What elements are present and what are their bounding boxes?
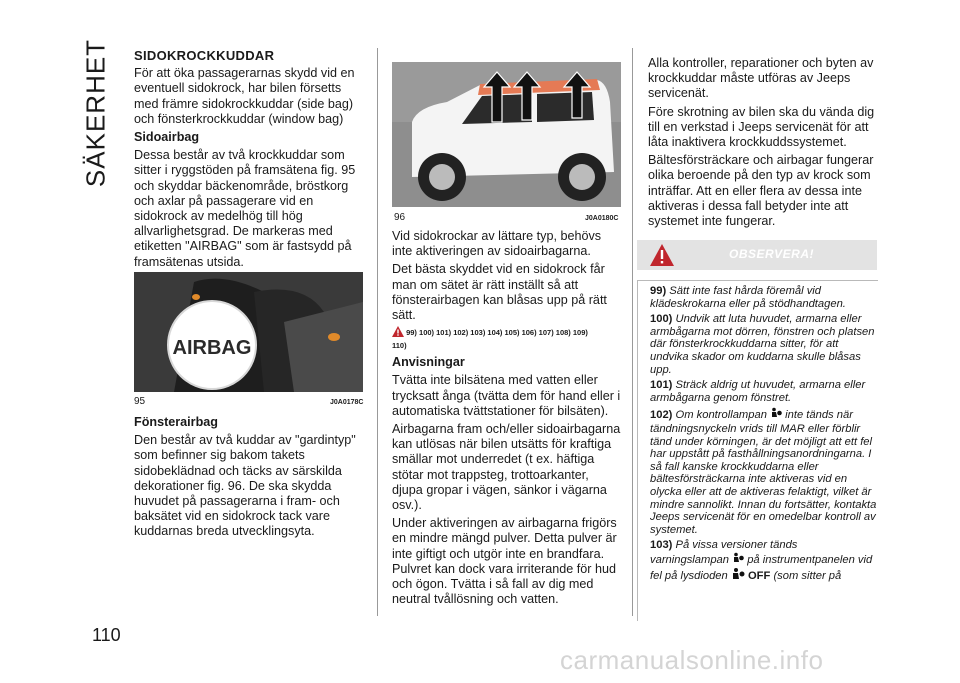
- passenger-airbag-off-icon: [731, 567, 745, 585]
- observe-banner: [637, 240, 877, 270]
- section-title: SÄKERHET: [80, 38, 111, 188]
- figure-96-code: J0A0180C: [585, 215, 619, 222]
- col2-paragraph-3: Tvätta inte bilsätena med vatten eller trycksatt ånga (tvätta dem för hand eller i automatiska tvättstationer för bilsäten).: [392, 373, 621, 418]
- col2-paragraph-1: Vid sidokrockar av lättare typ, behövs inte aktiveringen av sidoairbagarna.: [392, 229, 602, 259]
- airbag-warning-lamp-icon: [732, 552, 744, 568]
- warning-references: [392, 326, 622, 351]
- page-number: 110: [92, 625, 121, 645]
- col2-paragraph-2: Det bästa skyddet vid en sidokrock får man om sätet är rätt inställt så att fönsterairbagen kan blåsas upp på rätt sätt.: [392, 262, 607, 323]
- subheading-instructions: Anvisningar: [392, 355, 465, 370]
- side-airbag-paragraph: Dessa består av två krockkuddar som sitter i ryggstöden på framsätena fig. 95 och skyddar bäckenområde, bröstkorg och axlar på passagerare vid en sidokrock av medelhög till hög allvarlighetsgrad. De markeras med etiketten "AIRBAG" som är fastsydd på framsätenas utsida.: [134, 148, 356, 269]
- column-2: [392, 229, 622, 610]
- notes-list: [650, 285, 878, 588]
- note-103: 103) På vissa versioner tänds varningslampan på instrumentpanelen vid fel på lysdioden OFF (som sitter på: [650, 539, 878, 585]
- window-airbag-paragraph: Den består av två kuddar av "gardintyp" som befinner sig bakom takets sidobeklädnad och täcks av särskilda dekorationer fig. 96. De ska skydda huvudet på passagerarna i fram- och baksätet vid en sidokrock tack vare kuddarnas breda utvecklingsyta.: [134, 433, 356, 539]
- warning-triangle-icon: [650, 244, 674, 271]
- subheading-side-airbag: Sidoairbag: [134, 130, 200, 145]
- intro-paragraph: För att öka passagerarnas skydd vid en eventuell sidokrock, har bilen försetts med främre sidokrockkuddar (side bag) och fönsterkrockkuddar (window bag): [134, 66, 355, 126]
- figure-95-code: J0A0178C: [330, 399, 364, 406]
- figure-95-seat-airbag: [134, 272, 363, 392]
- observe-title: OBSERVERA!: [729, 247, 815, 261]
- note-100: 100) Undvik att luta huvudet, armarna eller armbågarna mot dörren, fönstren och platsen där fönsterkrockkuddarna sitter, för att undvika skador om kuddarna skulle blåsas upp.: [650, 313, 875, 376]
- col2-paragraph-5: Under aktiveringen av airbagarna frigörs en mindre mängd pulver. Detta pulver är inte giftigt och utgör inte en brandfara. Pulvret kan dock vara irriterande för hud och ögon. Tvätta i så fall av dig med neutral tvållösning och vatten.: [392, 516, 617, 607]
- watermark: carmanualsonline.info: [560, 645, 824, 675]
- figure-96-jeep-side: [392, 62, 621, 207]
- note-99: 99) Sätt inte fast hårda föremål vid klädeskrokarna eller på stödhandtagen.: [650, 285, 846, 310]
- heading-side-airbags: SIDOKROCKKUDDAR: [134, 48, 275, 63]
- notes-box: [637, 280, 878, 621]
- note-101: 101) Sträck aldrig ut huvudet, armarna eller armbågarna genom fönstret.: [650, 379, 866, 404]
- warning-refs-line-1: 99) 100) 101) 102) 103) 104) 105) 106) 107) 108) 109): [406, 328, 588, 338]
- figure-95-number: 95: [134, 396, 146, 407]
- subheading-window-airbag: Fönsterairbag: [134, 415, 218, 429]
- column-divider-1: [377, 48, 378, 616]
- column-1-lower: [134, 415, 364, 543]
- airbag-warning-lamp-icon: [770, 407, 782, 423]
- figure-96-number: 96: [394, 212, 406, 223]
- column-3: [648, 56, 880, 232]
- col3-paragraph-1: Alla kontroller, reparationer och byten av krockkuddar måste utföras av Jeeps servicenät.: [648, 56, 874, 101]
- col3-paragraph-2: Före skrotning av bilen ska du vända dig till en verkstad i Jeeps servicenät för att låta inaktivera krockkuddssystemet.: [648, 104, 875, 150]
- col3-paragraph-3: Bältesförsträckare och airbagar fungerar olika beroende på den typ av krock som inträffar. Att en eller flera av dessa inte aktiveras i dessa fall betyder inte att systemet inte fungerar.: [648, 153, 874, 229]
- note-102: 102) Om kontrollampan inte tänds när tändningsnyckeln vrids till MAR eller förblir tänd under körningen, är det möjligt att ett fel har uppstått på fasthållningsanordningarna. I så fall kanske krockkuddarna eller bältesförsträckarna inte aktiveras vid en olycka eller att de aktiveras felaktigt, vilket är mindre sannolikt. Innan du fortsätter, kontakta Jeeps servicenät för en omedelbar kontroll av systemet.: [650, 409, 877, 536]
- warning-triangle-icon: [392, 326, 404, 340]
- airbag-label-text: AIRBAG: [172, 337, 252, 359]
- column-1: [134, 48, 364, 273]
- section-tab: [80, 38, 111, 188]
- warning-refs-line-2: 110): [392, 341, 407, 351]
- column-divider-2: [632, 48, 633, 616]
- col2-paragraph-4: Airbagarna fram och/eller sidoairbagarna kan utlösas när bilen utsätts för kraftiga smällar mot underredet (t ex. häftiga stötar mot trappsteg, trottoarkanter, djupa gropar i vägen, sänkor i vägarna osv.).: [392, 422, 621, 513]
